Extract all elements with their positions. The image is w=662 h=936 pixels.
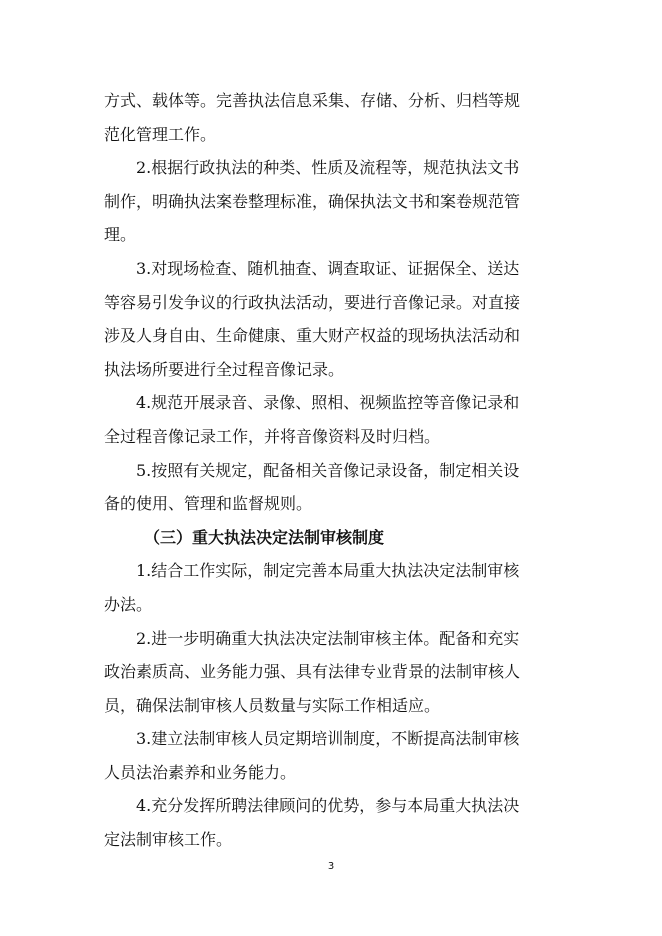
text-line: 等容易引发争议的行政执法活动，要进行音像记录。对直接 xyxy=(104,292,521,312)
text-line: 理。 xyxy=(104,225,137,245)
text-line: 执法场所要进行全过程音像记录。 xyxy=(104,359,345,379)
text-line: 1.结合工作实际，制定完善本局重大执法决定法制审核 xyxy=(136,561,520,581)
text-line: 人员法治素养和业务能力。 xyxy=(104,762,297,782)
text-line: 全过程音像记录工作，并将音像资料及时归档。 xyxy=(104,426,441,446)
text-line: 定法制审核工作。 xyxy=(104,830,233,850)
text-line: 涉及人身自由、生命健康、重大财产权益的现场执法活动和 xyxy=(104,326,521,346)
page-number: 3 xyxy=(327,861,335,872)
text-line: 方式、载体等。完善执法信息采集、存储、分析、归档等规 xyxy=(104,91,521,110)
body-text xyxy=(104,84,562,857)
text-line: 办法。 xyxy=(104,594,153,614)
text-line: 2.根据行政执法的种类、性质及流程等，规范执法文书 xyxy=(136,158,520,178)
text-line: 员，确保法制审核人员数量与实际工作相适应。 xyxy=(104,695,441,715)
section-heading: （三）重大执法决定法制审核制度 xyxy=(144,527,385,547)
text-line: 制作，明确执法案卷整理标准，确保执法文书和案卷规范管 xyxy=(104,191,521,211)
text-line: 4.充分发挥所聘法律顾问的优势，参与本局重大执法决 xyxy=(136,796,520,816)
text-line: 2.进一步明确重大执法决定法制审核主体。配备和充实 xyxy=(136,628,520,648)
text-line: 5.按照有关规定，配备相关音像记录设备，制定相关设 xyxy=(136,460,520,480)
text-line: 3.建立法制审核人员定期培训制度，不断提高法制审核 xyxy=(136,729,520,749)
text-line: 备的使用、管理和监督规则。 xyxy=(104,494,313,514)
text-line: 4.规范开展录音、录像、照相、视频监控等音像记录和 xyxy=(136,393,520,413)
text-line: 3.对现场检查、随机抽查、调查取证、证据保全、送达 xyxy=(136,258,520,278)
text-line: 政治素质高、业务能力强、具有法律专业背景的法制审核人 xyxy=(104,662,521,682)
text-line: 范化管理工作。 xyxy=(104,124,217,144)
